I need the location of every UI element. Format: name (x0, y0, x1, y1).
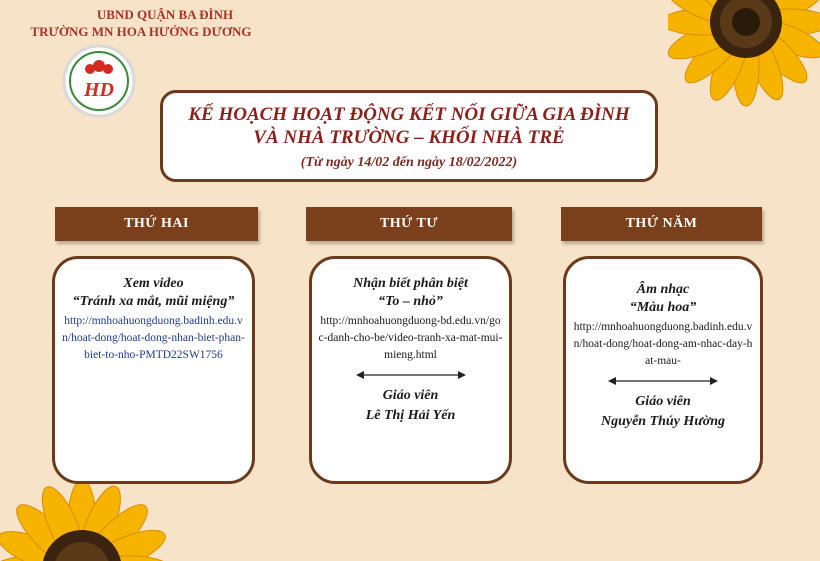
activity-card-thursday (563, 256, 763, 484)
activity-topic: “Màu hoa” (629, 300, 697, 315)
day-header-wednesday: THỨ TƯ (306, 207, 512, 241)
teacher-label: Giáo viên (635, 394, 691, 409)
activity-card-wednesday (309, 256, 512, 484)
school-logo-icon (62, 44, 136, 118)
district-name: UBND QUẬN BA ĐÌNH (96, 7, 234, 22)
activity-title: Âm nhạc (636, 282, 690, 297)
teacher-name: Nguyễn Thúy Hường (600, 414, 726, 429)
activity-title: Nhận biết phân biệt (353, 276, 468, 291)
day-header-monday: THỨ HAI (55, 207, 258, 241)
activity-link[interactable]: http://mnhoahuongduong-bd.edu.vn/goc-danh-cho-be/video-tranh-xa-mat-mui-mieng.html (318, 315, 503, 361)
logo-text: HD (84, 79, 114, 101)
activity-title: Xem video (123, 276, 184, 291)
sunflower-top-right-icon (668, 0, 820, 124)
activity-link[interactable]: http://mnhoahuongduong.badinh.edu.vn/hoat-dong/hoat-dong-nhan-biet-phan-biet-to-nho-PMTD22SW1756 (62, 315, 245, 361)
activity-card-monday (52, 256, 255, 484)
double-arrow-icon (356, 370, 466, 380)
school-name: TRƯỜNG MN HOA HƯỚNG DƯƠNG (30, 24, 252, 39)
activity-link[interactable]: http://mnhoahuongduong.badinh.edu.vn/hoat-dong/hoat-dong-am-nhac-day-hat-mau- (573, 321, 753, 367)
day-header-thursday: THỨ NĂM (561, 207, 762, 241)
plan-title-box (160, 90, 658, 182)
teacher-label: Giáo viên (382, 388, 439, 403)
school-header (0, 6, 300, 40)
plan-date-range: (Từ ngày 14/02 đến ngày 18/02/2022) (300, 155, 518, 170)
double-arrow-icon (608, 376, 718, 386)
plan-title: KẾ HOẠCH HOẠT ĐỘNG KẾT NỐI GIỮA GIA ĐÌNH VÀ NHÀ TRƯỜNG – KHỐI NHÀ TRẺ (188, 104, 630, 148)
teacher-name: Lê Thị Hải Yến (365, 408, 456, 423)
activity-topic: “Tránh xa mắt, mũi miệng” (72, 294, 235, 309)
activity-topic: “To – nhỏ” (378, 294, 443, 309)
